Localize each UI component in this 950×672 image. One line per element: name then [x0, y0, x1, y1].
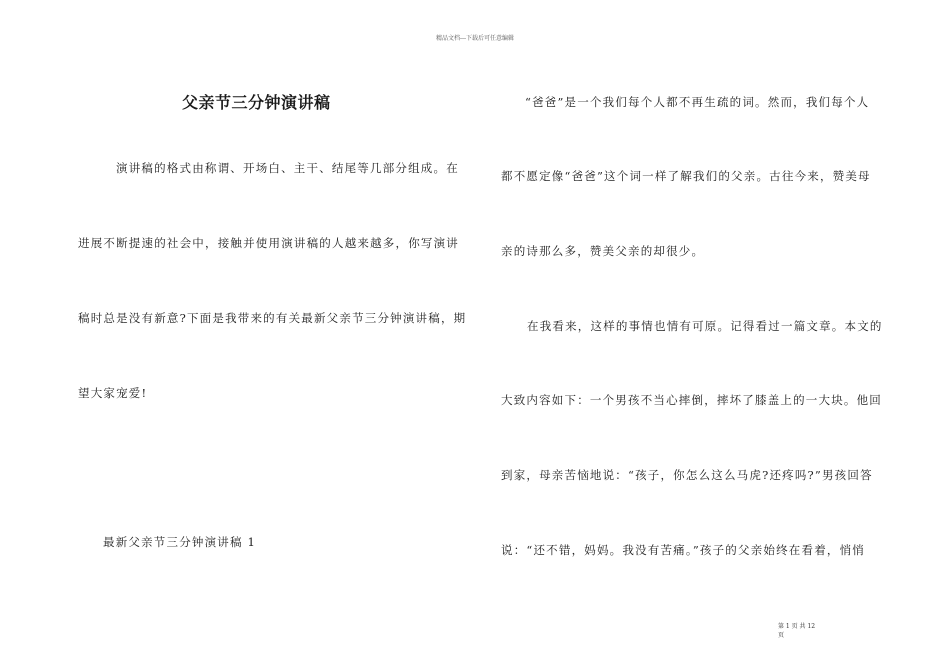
- section-heading: 最新父亲节三分钟演讲稿 1: [103, 535, 257, 549]
- right-paragraph-line: 在我看来，这样的事情也情有可原。记得看过一篇文章。本文的: [527, 319, 883, 333]
- right-paragraph-line: 亲的诗那么多，赞美父亲的却很少。: [501, 244, 705, 258]
- right-paragraph-line: 都不愿定像“爸爸”这个词一样了解我们的父亲。古往今来，赞美母: [501, 169, 871, 183]
- page-title: 父亲节三分钟演讲稿: [182, 93, 331, 112]
- header-note: 精品文档---下载后可任意编辑: [435, 35, 515, 42]
- left-paragraph-line: 稿时总是没有新意?下面是我带来的有关最新父亲节三分钟演讲稿，期: [78, 311, 467, 325]
- right-paragraph-line: 大致内容如下：一个男孩不当心摔倒，摔坏了膝盖上的一大块。他回: [501, 393, 882, 407]
- left-paragraph-line: 进展不断提速的社会中，接触并使用演讲稿的人越来越多，你写演讲: [78, 236, 459, 250]
- left-paragraph-line: 演讲稿的格式由称谓、开场白、主干、结尾等几部分组成。在: [116, 161, 459, 175]
- page-number: [778, 622, 838, 640]
- right-paragraph-line: “爸爸”是一个我们每个人都不再生疏的词。然而，我们每个人: [525, 95, 870, 109]
- page-number-line: 第 1 页 共 12: [778, 623, 816, 630]
- right-paragraph-line: 说：“还不错，妈妈。我没有苦痛。”孩子的父亲始终在看着，悄悄: [501, 543, 866, 557]
- left-paragraph-line: 望大家宠爱!: [78, 386, 148, 400]
- page-number-line: 页: [778, 632, 785, 639]
- right-paragraph-line: 到家，母亲苦恼地说：“孩子，你怎么这么马虎?还疼吗?”男孩回答: [501, 468, 873, 482]
